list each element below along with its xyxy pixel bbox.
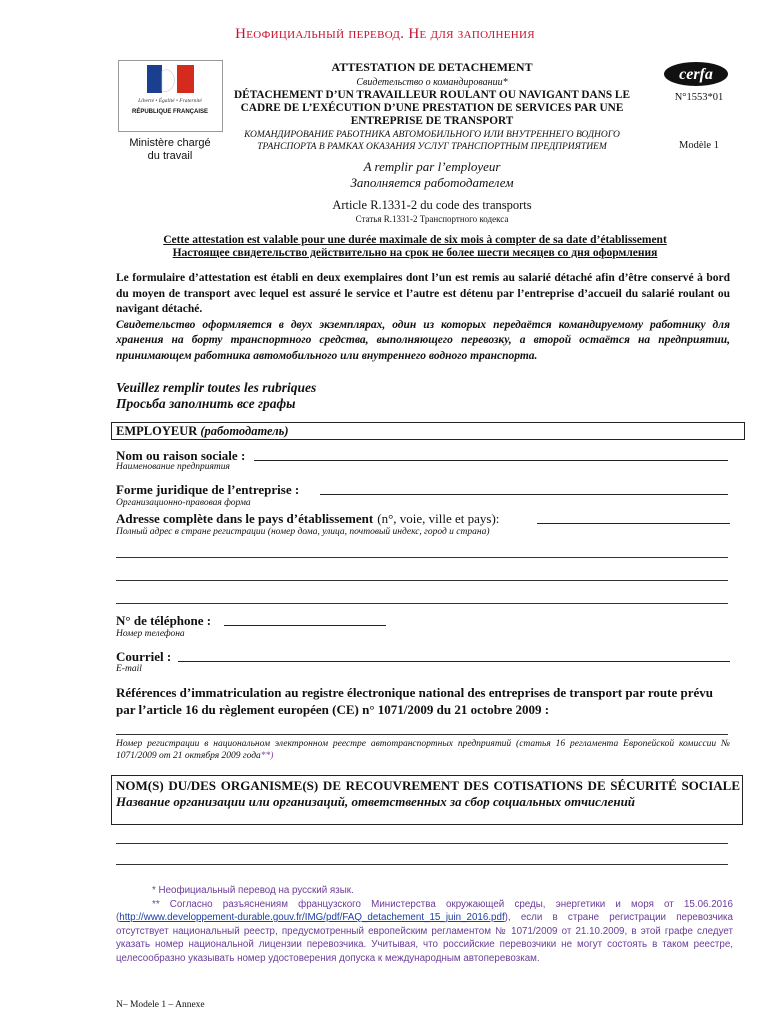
validity-ru: Настоящее свидетельство действительно на срок не более шести месяцев со дня оформления (172, 247, 658, 259)
registry-ru-text: Номер регистрации в национальном электронном реестре автотранспортных предприятий (статья 16 регламента Европейской комиссии № 1071/2009 от 21 октября 2009 года (116, 739, 730, 761)
footnote-2-text-b: ), если в стране регистрации перевозчика отсутствует национальный реестр, предусмотренный европейским регламентом № 1071/2009 от 21.10.2009, в этой графе следует указать номер национальной лицензии перевозчика. Учитывая, что российские перевозчики не могут состоять в таком реестре, целесообразно указывать номер удостоверения допуска к международным автоперевозкам. (116, 912, 733, 964)
footnote-2-text-a: ** Согласно разъяснениям французского Министерства окружающей среды, энергетики и моря от 15.06.2016 ( (116, 898, 733, 923)
republique-francaise-logo (118, 60, 223, 132)
article-ref: Article R.1331-2 du code des transports (332, 198, 532, 212)
article-ref-ru: Статья R.1331-2 Транспортного кодекса (355, 214, 509, 224)
validity-fr: Cette attestation est valable pour une durée maximale de six mois à compter de sa date d’établissement (163, 234, 667, 246)
address-label-ru: Полный адрес в стране регистрации (номер дома, улица, почтовый индекс, город и страна) (116, 527, 490, 537)
footnote-1 (116, 884, 733, 898)
intro-ru: Свидетельство оформляется в двух экземплярах, один из которых передаётся командируемому работнику для хранения на борту транспортного средства, выполняющего перевозку, а второй остаётся на предприятии, принимающем работника автомобильного или внутреннего водного транспорта. (116, 318, 730, 362)
form-title-ru: Свидетельство о командировании* (356, 77, 508, 88)
social-security-organisms-header (111, 775, 743, 825)
company-name-field[interactable] (254, 449, 728, 461)
faq-link[interactable]: http://www.developpement-durable.gouv.fr/IMG/pdf/FAQ_detachement_15_juin_2016.pdf (119, 912, 505, 923)
company-name-label: Nom ou raison sociale : (116, 448, 246, 463)
address-field-line3[interactable] (116, 580, 728, 581)
organisms-field-line1[interactable] (116, 843, 728, 844)
address-field-line2[interactable] (116, 557, 728, 558)
phone-field[interactable] (224, 614, 386, 626)
address-field-line1[interactable] (537, 512, 730, 524)
footnote-2 (116, 898, 733, 966)
page-footer: N– Modele 1 – Annexe (116, 1000, 205, 1010)
ministry-line2: du travail (147, 150, 193, 162)
address-label: Adresse complète dans le pays d’établissement (116, 511, 374, 526)
intro-fr: Le formulaire d’attestation est établi en deux exemplaires dont l’un est remis au salarié détaché afin d’être conservé à bord du moyen de transport avec lequel est assuré le service et l’autre est détenu par l’entreprise d’accueil du salarié roulant ou navigant détaché. (116, 272, 730, 315)
fill-all-fr: Veuillez remplir toutes les rubriques (116, 380, 317, 395)
fill-all-notice (116, 380, 316, 412)
email-label-ru: E-mail (116, 664, 142, 674)
form-title: ATTESTATION DE DETACHEMENT (331, 60, 533, 74)
organisms-label: NOM(S) DU/DES ORGANISME(S) DE RECOUVREMENT DES COTISATIONS DE SÉCURITÉ SOCIALE (116, 778, 740, 793)
email-field[interactable] (178, 650, 730, 662)
cerfa-logo-text: cerfa (679, 66, 713, 83)
email-label: Courriel : (116, 649, 172, 664)
banner-part2: Не для заполнения (408, 26, 535, 42)
banner-part1: Неофициальный перевод. (235, 26, 405, 42)
unofficial-translation-banner (0, 26, 770, 43)
registry-label-ru (116, 738, 730, 762)
form-subtitle: DÉTACHEMENT D’UN TRAVAILLEUR ROULANT OU NAVIGANT DANS LE CADRE DE L’EXÉCUTION D’UNE PRESTATION DE SERVICES PAR UNE ENTREPRISE DE TRANSPORT (234, 89, 630, 127)
intro-paragraph (116, 271, 730, 364)
fill-by-employer-ru: Заполняется работодателем (350, 175, 514, 190)
employer-label: EMPLOYEUR (116, 424, 198, 438)
marianne-icon (119, 61, 222, 131)
model-number: Modèle 1 (679, 140, 719, 151)
company-name-label-ru: Наименование предприятия (116, 462, 230, 472)
address-field-line4[interactable] (116, 603, 728, 604)
phone-label: N° de téléphone : (116, 613, 212, 628)
address-hint: (n°, voie, ville et pays): (377, 511, 500, 526)
footnote-1-text: * Неофициальный перевод на русский язык. (152, 885, 354, 896)
registry-footnote-mark: **) (260, 751, 274, 761)
validity-notice (110, 234, 720, 260)
employer-section-header (111, 422, 745, 440)
logo-motto: Liberté • Égalité • Fraternité (138, 98, 202, 104)
cerfa-number: N°1553*01 (674, 92, 724, 103)
footnotes (116, 884, 733, 965)
fill-by-employer: A remplir par l’employeur (363, 159, 501, 174)
address-row (116, 510, 499, 528)
organisms-label-ru: Название организации или организаций, ответственных за сбор социальных отчислений (116, 793, 636, 809)
ministry-label (105, 137, 235, 163)
legal-form-label-ru: Организационно-правовая форма (116, 498, 251, 508)
cerfa-logo (663, 61, 729, 87)
registry-field[interactable] (116, 734, 728, 735)
phone-label-ru: Номер телефона (116, 629, 185, 639)
fill-all-ru: Просьба заполнить все графы (116, 396, 296, 411)
organisms-field-line2[interactable] (116, 864, 728, 865)
ministry-line1: Ministère chargé (129, 137, 211, 149)
form-subtitle-ru: КОМАНДИРОВАНИЕ РАБОТНИКА АВТОМОБИЛЬНОГО ИЛИ ВНУТРЕННЕГО ВОДНОГО ТРАНСПОРТА В РАМКАХ ОКАЗАНИЯ УСЛУГ ТРАНСПОРТНЫМ ПРЕДПРИЯТИЕМ (244, 130, 620, 152)
legal-form-label: Forme juridique de l’entreprise : (116, 482, 300, 497)
employer-label-ru: (работодатель) (200, 424, 289, 438)
legal-form-row (116, 481, 299, 499)
legal-form-field[interactable] (320, 483, 728, 495)
registry-label: Références d’immatriculation au registre électronique national des entreprises de transport par route prévu par l’article 16 du règlement européen (CE) n° 1071/2009 du 21 octobre 2009 : (116, 685, 713, 717)
phone-row (116, 612, 211, 630)
logo-republic: RÉPUBLIQUE FRANÇAISE (131, 109, 209, 115)
form-header (232, 60, 632, 224)
